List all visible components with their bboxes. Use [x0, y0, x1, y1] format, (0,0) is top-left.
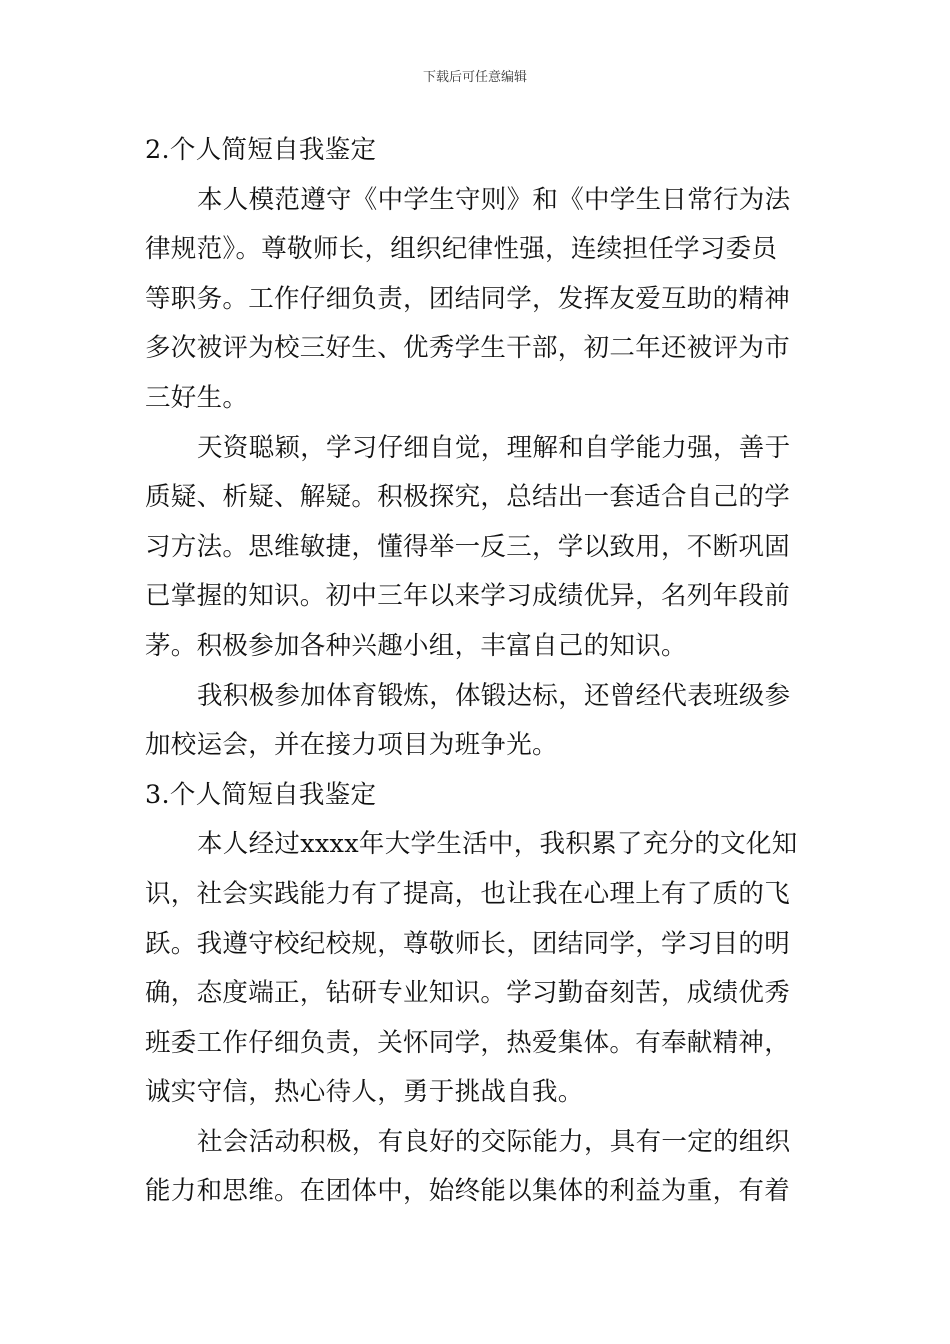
- text-line: 习方法。思维敏捷，懂得举一反三，学以致用，不断巩固: [145, 531, 791, 562]
- text-line: 跃。我遵守校纪校规，尊敬师长，团结同学，学习目的明: [145, 928, 791, 959]
- text-line: 班委工作仔细负责，关怀同学，热爱集体。有奉献精神，: [145, 1027, 791, 1058]
- text-line: 茅。积极参加各种兴趣小组，丰富自己的知识。: [145, 630, 687, 661]
- text-line: 确，态度端正，钻研专业知识。学习勤奋刻苦，成绩优秀: [145, 978, 791, 1009]
- text-line: 多次被评为校三好生、优秀学生干部，初二年还被评为市: [145, 333, 791, 364]
- text-line: 识，社会实践能力有了提高，也让我在心理上有了质的飞: [145, 878, 791, 909]
- text-line: 已掌握的知识。初中三年以来学习成绩优异，名列年段前: [145, 581, 791, 612]
- section-heading: 2.个人简短自我鉴定: [145, 135, 377, 165]
- text-line: 诚实守信，热心待人，勇于挑战自我。: [145, 1077, 584, 1108]
- text-line: 天资聪颖，学习仔细自觉，理解和自学能力强，善于: [197, 432, 791, 463]
- text-line: 三好生。: [145, 382, 249, 413]
- text-line: 加校运会，并在接力项目为班争光。: [145, 730, 558, 761]
- text-line: 等职务。工作仔细负责，团结同学，发挥友爱互助的精神: [145, 283, 791, 314]
- section-heading: 3.个人简短自我鉴定: [145, 779, 377, 810]
- document-body: [145, 126, 807, 1217]
- text-line: 能力和思维。在团体中，始终能以集体的利益为重，有着: [145, 1176, 791, 1207]
- text-line: 本人模范遵守《中学生守则》和《中学生日常行为法: [197, 184, 791, 215]
- text-line: 律规范》。尊敬师长，组织纪律性强，连续担任学习委员: [145, 234, 778, 265]
- text-line: 本人经过xxxx年大学生活中，我积累了充分的文化知: [197, 829, 798, 860]
- page-header-note: 下载后可任意编辑: [422, 70, 527, 85]
- text-line: 质疑、析疑、解疑。积极探究，总结出一套适合自己的学: [145, 482, 791, 513]
- text-line: 社会活动积极，有良好的交际能力，具有一定的组织: [197, 1126, 791, 1157]
- text-line: 我积极参加体育锻炼，体锻达标，还曾经代表班级参: [197, 680, 791, 711]
